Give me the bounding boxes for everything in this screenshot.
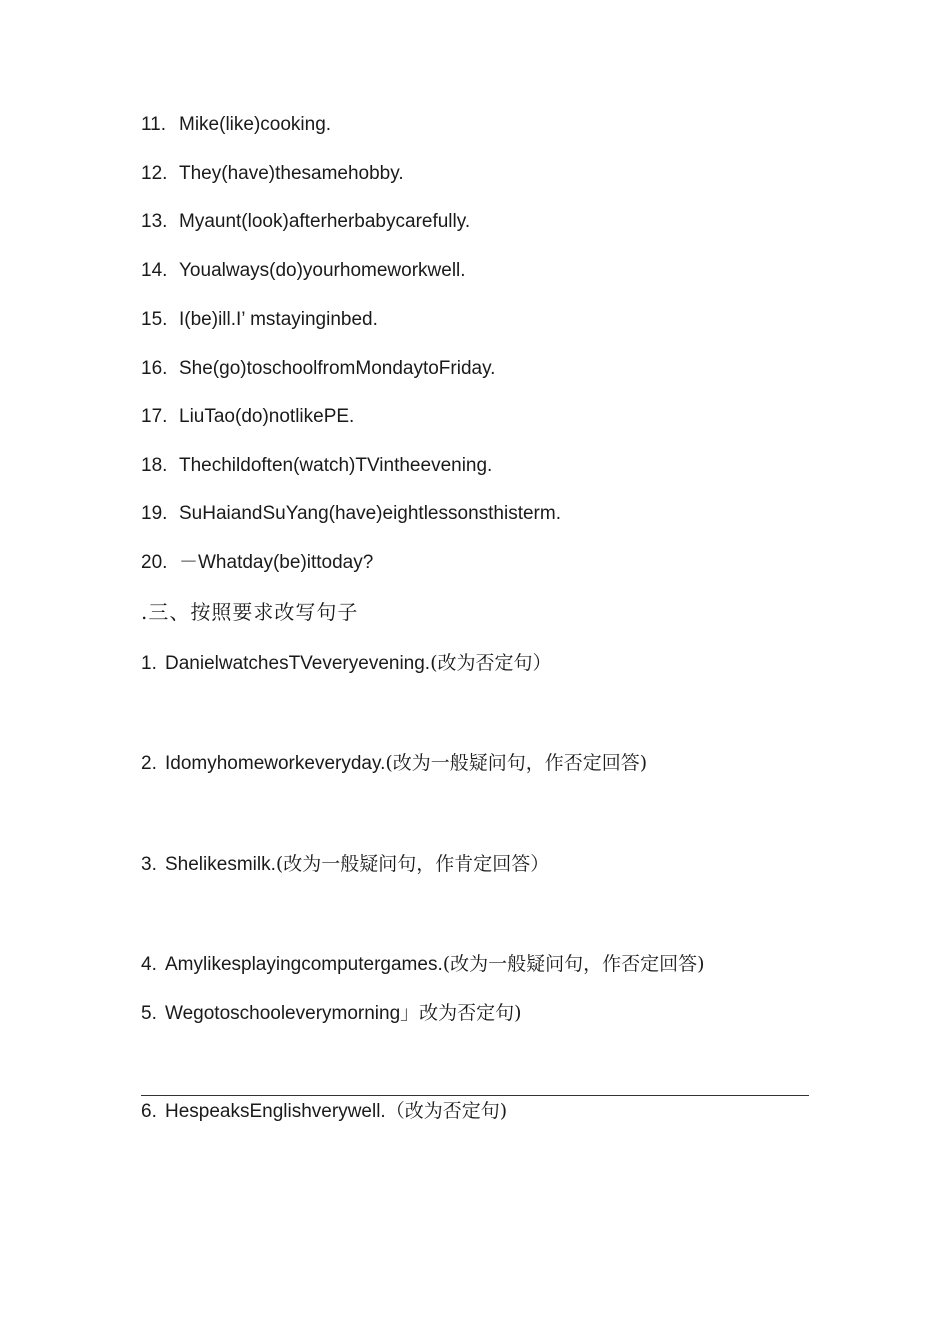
exercise-number: 19.	[141, 503, 168, 524]
exercise-number: 17.	[141, 406, 168, 427]
rewrite-item-2	[141, 751, 647, 776]
exercise-11	[141, 113, 331, 137]
rewrite-instruction: (改为一般疑问句，作否定回答)	[442, 953, 705, 975]
rewrite-sentence: Idomyhomeworkeveryday.	[165, 753, 386, 774]
exercise-number: 14.	[141, 260, 168, 281]
exercise-text: SuHaiandSuYang(have)eightlessonsthisterm.	[179, 503, 561, 524]
section-heading: .三、按照要求改写句子	[141, 600, 359, 624]
exercise-12	[141, 162, 404, 186]
exercise-number: 13.	[141, 211, 168, 232]
exercise-20	[141, 551, 373, 575]
rewrite-item-6	[141, 1099, 507, 1124]
rewrite-instruction: (改为否定句）	[430, 652, 552, 674]
exercise-number: 11.	[141, 114, 167, 135]
exercise-13	[141, 210, 470, 234]
rewrite-item-4	[141, 952, 705, 977]
exercise-text: －Whatday(be)ittoday?	[179, 552, 374, 573]
rewrite-item-5	[141, 1001, 522, 1026]
exercise-17	[141, 405, 354, 429]
rewrite-number: 5.	[141, 1003, 157, 1024]
rewrite-number: 4.	[141, 954, 157, 975]
exercise-number: 16.	[141, 358, 168, 379]
exercise-text: I(be)ill.I’ mstayinginbed.	[179, 309, 378, 330]
rewrite-number: 3.	[141, 854, 157, 875]
exercise-18	[141, 454, 492, 478]
exercise-number: 20.	[141, 552, 168, 573]
exercise-text: Youalways(do)yourhomeworkwell.	[179, 260, 466, 281]
rewrite-sentence: Shelikesmilk.	[165, 854, 276, 875]
rewrite-number: 1.	[141, 653, 157, 674]
exercise-text: Thechildoften(watch)TVintheevening.	[179, 455, 493, 476]
exercise-text: They(have)thesamehobby.	[179, 163, 404, 184]
exercise-16	[141, 357, 495, 381]
rewrite-number: 6.	[141, 1101, 157, 1122]
exercise-19	[141, 502, 561, 526]
exercise-15	[141, 308, 378, 332]
answer-line	[141, 1095, 809, 1096]
rewrite-item-3	[141, 852, 549, 877]
exercise-number: 18.	[141, 455, 168, 476]
exercise-14	[141, 259, 466, 283]
rewrite-item-1	[141, 651, 552, 676]
rewrite-instruction: （改为否定句)	[385, 1100, 508, 1122]
rewrite-instruction: 」改为否定句)	[400, 1002, 522, 1024]
rewrite-sentence: HespeaksEnglishverywell.	[165, 1101, 386, 1122]
rewrite-sentence: DanielwatchesTVeveryevening.	[165, 653, 431, 674]
rewrite-instruction: (改为一般疑问句，作肯定回答）	[275, 853, 550, 875]
rewrite-sentence: Amylikesplayingcomputergames.	[165, 954, 443, 975]
rewrite-number: 2.	[141, 753, 157, 774]
exercise-text: LiuTao(do)notlikePE.	[179, 406, 355, 427]
exercise-number: 12.	[141, 163, 168, 184]
rewrite-instruction: (改为一般疑问句，作否定回答)	[385, 752, 648, 774]
exercise-number: 15.	[141, 309, 168, 330]
exercise-text: Mike(like)cooking.	[179, 114, 332, 135]
exercise-text: Myaunt(look)afterherbabycarefully.	[179, 211, 471, 232]
rewrite-sentence: Wegotoschooleverymorning	[165, 1003, 401, 1024]
exercise-text: She(go)toschoolfromMondaytoFriday.	[179, 358, 496, 379]
